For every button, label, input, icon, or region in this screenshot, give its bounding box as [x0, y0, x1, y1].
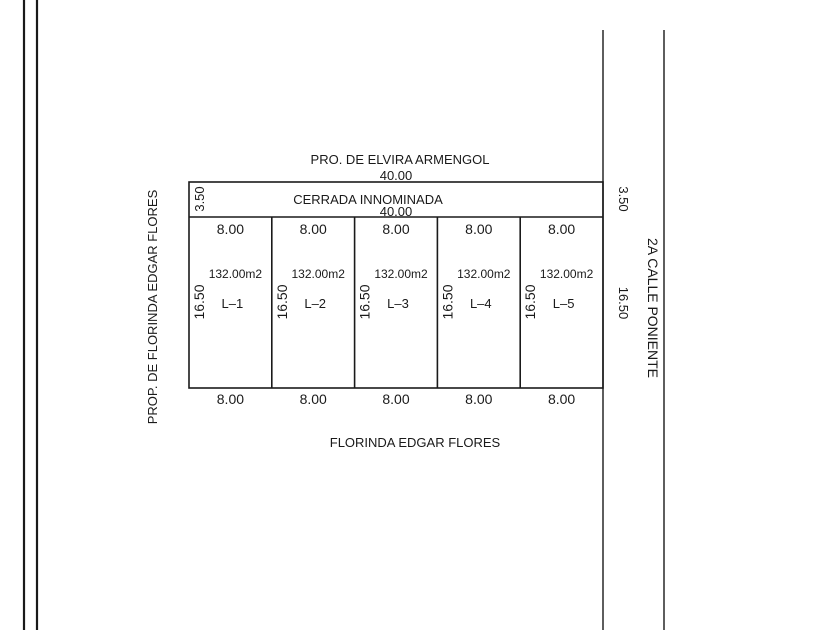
lot-area: 132.00m2 — [374, 267, 428, 281]
lot-back-dimension: 8.00 — [382, 391, 410, 407]
lot-depth-dimension: 16.50 — [191, 284, 207, 320]
north-neighbor-label: PRO. DE ELVIRA ARMENGOL — [310, 152, 490, 167]
lot-id: L–3 — [387, 296, 409, 311]
lot-id: L–2 — [304, 296, 327, 311]
lot-front-dimension: 8.00 — [547, 221, 576, 237]
lot-id: L–1 — [221, 296, 244, 311]
lot-id: L–4 — [469, 296, 492, 311]
east-depth-label: 16.50 — [616, 286, 631, 320]
road-width-left: 3.50 — [192, 186, 207, 212]
lot-area: 132.00m2 — [291, 267, 345, 281]
lot-front-dimension: 8.00 — [382, 221, 410, 237]
south-neighbor-label: FLORINDA EDGAR FLORES — [329, 435, 501, 450]
lot-id: L–5 — [552, 296, 575, 311]
lot-5 — [522, 221, 593, 407]
road-length-bottom: 40.00 — [379, 204, 413, 219]
lot-area: 132.00m2 — [539, 267, 594, 281]
lot-2 — [274, 221, 345, 407]
lot-depth-dimension: 16.50 — [522, 284, 539, 320]
lot-4 — [439, 221, 510, 407]
lot-front-dimension: 8.00 — [299, 221, 327, 237]
lot-back-dimension: 8.00 — [216, 391, 245, 407]
lot-area: 132.00m2 — [208, 267, 263, 281]
road-width-right: 3.50 — [616, 186, 631, 212]
lot-depth-dimension: 16.50 — [273, 284, 290, 320]
lot-1 — [191, 221, 262, 407]
lot-front-dimension: 8.00 — [216, 221, 245, 237]
lot-depth-dimension: 16.50 — [439, 284, 456, 320]
street-name-label: 2A CALLE PONIENTE — [645, 237, 661, 379]
road-length-top: 40.00 — [379, 168, 413, 183]
lot-3 — [357, 221, 428, 407]
lots-group — [191, 221, 594, 407]
lot-front-dimension: 8.00 — [465, 221, 493, 237]
lot-area: 132.00m2 — [457, 267, 511, 281]
lot-back-dimension: 8.00 — [547, 391, 576, 407]
lot-depth-dimension: 16.50 — [356, 284, 373, 320]
road-name-label: CERRADA INNOMINADA — [293, 192, 443, 207]
west-neighbor-label: PROP. DE FLORINDA EDGAR FLORES — [145, 189, 160, 425]
lot-back-dimension: 8.00 — [299, 391, 327, 407]
lot-back-dimension: 8.00 — [465, 391, 493, 407]
